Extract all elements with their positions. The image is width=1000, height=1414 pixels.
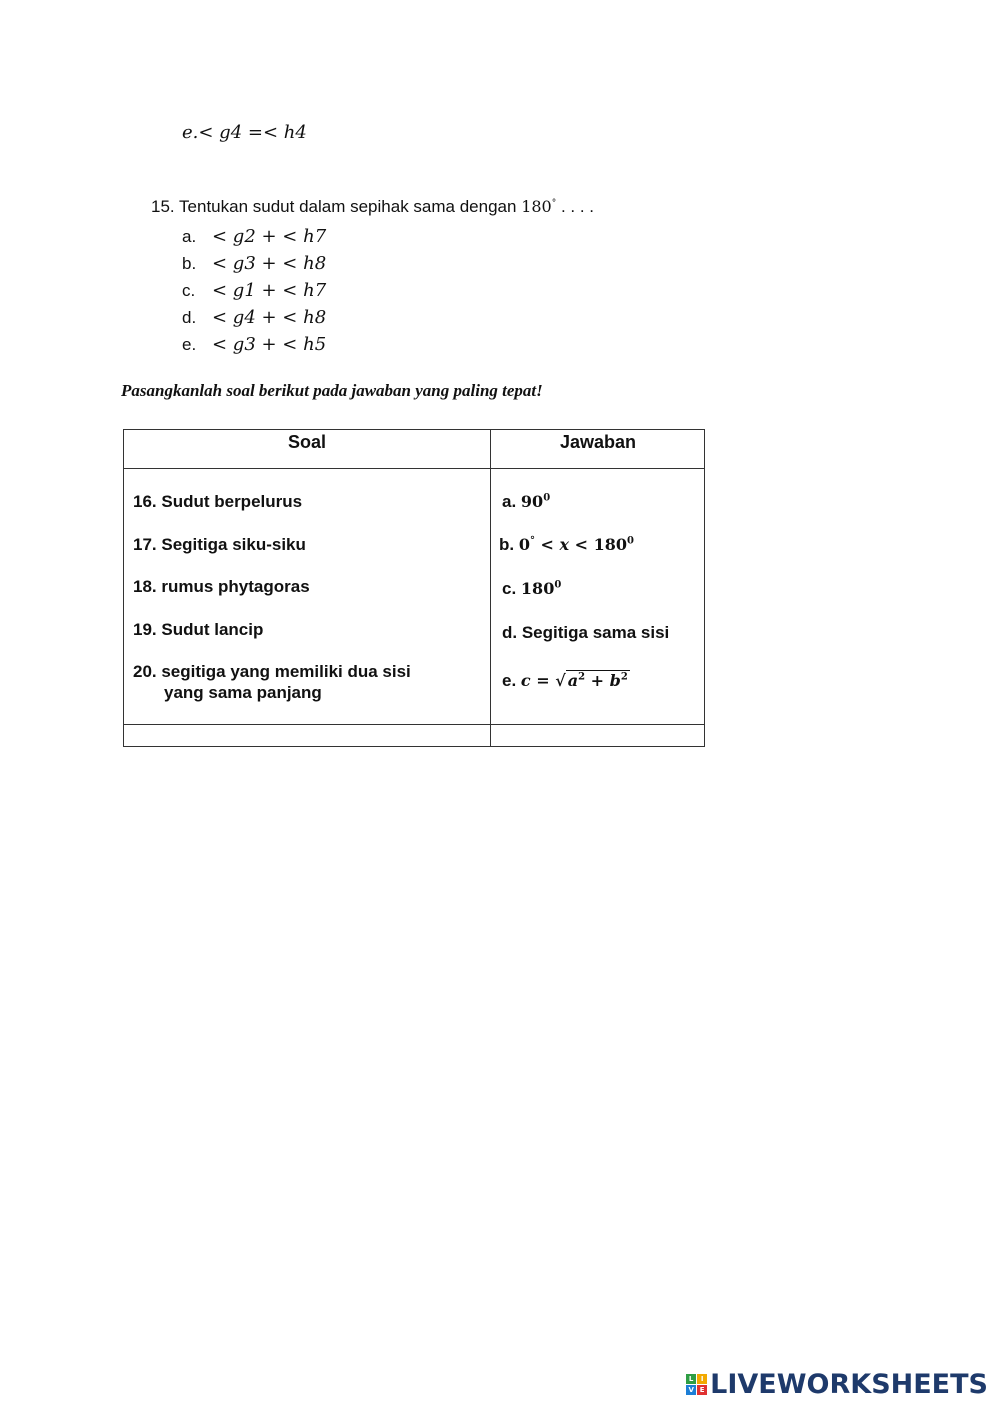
option-c[interactable] bbox=[182, 280, 326, 301]
jawaban-b-value: $0^\circ < x < 180^0$ bbox=[518, 535, 634, 554]
liveworksheets-logo bbox=[686, 1369, 988, 1400]
question-15 bbox=[151, 197, 594, 217]
header-divider bbox=[124, 468, 704, 469]
jawaban-a[interactable] bbox=[502, 492, 550, 512]
logo-wordmark: LIVEWORKSHEETS bbox=[710, 1369, 988, 1400]
option-d[interactable] bbox=[182, 307, 326, 328]
jawaban-b[interactable] bbox=[499, 535, 634, 555]
sqrt-icon: √ $a^2 + b^2$ bbox=[555, 671, 628, 690]
matching-instruction: Pasangkanlah soal berikut pada jawaban yang paling tepat! bbox=[121, 381, 543, 400]
header-jawaban: Jawaban bbox=[559, 432, 637, 452]
option-b[interactable] bbox=[182, 253, 326, 274]
soal-20-line1: 20. segitiga yang memiliki dua sisi bbox=[133, 662, 411, 681]
jawaban-e-label: e. bbox=[502, 671, 517, 690]
option-expression: < g2 + < h7 bbox=[212, 226, 327, 247]
option-expression: < g3 + < h8 bbox=[212, 253, 327, 274]
option-letter: e. bbox=[182, 335, 197, 354]
header-soal: Soal bbox=[287, 432, 326, 452]
column-divider bbox=[490, 430, 491, 746]
option-expression: < g1 + < h7 bbox=[212, 280, 327, 301]
liveworksheets-mark-icon: L I V E bbox=[686, 1374, 707, 1395]
question-15-prefix: 15. Tentukan sudut dalam sepihak sama dengan bbox=[151, 197, 517, 216]
option-letter: a. bbox=[182, 227, 197, 246]
option-expression: < g3 + < h5 bbox=[212, 334, 327, 355]
option-e[interactable] bbox=[182, 334, 326, 355]
jawaban-d-text: Segitiga sama sisi bbox=[521, 623, 670, 642]
option-a[interactable] bbox=[182, 226, 326, 247]
question-15-degree: 180° bbox=[521, 197, 557, 216]
jawaban-c-label: c. bbox=[502, 579, 517, 598]
soal-20-line2: yang sama panjang bbox=[164, 683, 322, 702]
soal-19: 19. Sudut lancip bbox=[133, 620, 264, 639]
matching-table bbox=[123, 429, 705, 747]
option-letter: d. bbox=[182, 308, 197, 327]
option-letter: b. bbox=[182, 254, 197, 273]
jawaban-e-formula: c = √ $a^2 + b^2$ bbox=[520, 671, 628, 690]
jawaban-a-label: a. bbox=[502, 492, 517, 511]
jawaban-e[interactable] bbox=[502, 670, 630, 691]
soal-17: 17. Segitiga siku-siku bbox=[133, 535, 306, 554]
jawaban-c-value: $180^0$ bbox=[520, 579, 562, 598]
jawaban-b-label: b. bbox=[499, 535, 515, 554]
soal-18: 18. rumus phytagoras bbox=[133, 577, 310, 596]
jawaban-d[interactable] bbox=[502, 623, 669, 643]
footer-divider bbox=[124, 724, 704, 725]
option-expression: < g4 + < h8 bbox=[212, 307, 327, 328]
question-15-suffix: . . . . bbox=[556, 197, 595, 216]
jawaban-c[interactable] bbox=[502, 579, 561, 599]
option-e-prev-question: e.< g4 =< h4 bbox=[182, 122, 307, 143]
soal-16: 16. Sudut berpelurus bbox=[133, 492, 303, 511]
jawaban-d-label: d. bbox=[502, 623, 518, 642]
jawaban-a-value: $90^0$ bbox=[520, 492, 551, 511]
option-letter: c. bbox=[182, 281, 196, 300]
